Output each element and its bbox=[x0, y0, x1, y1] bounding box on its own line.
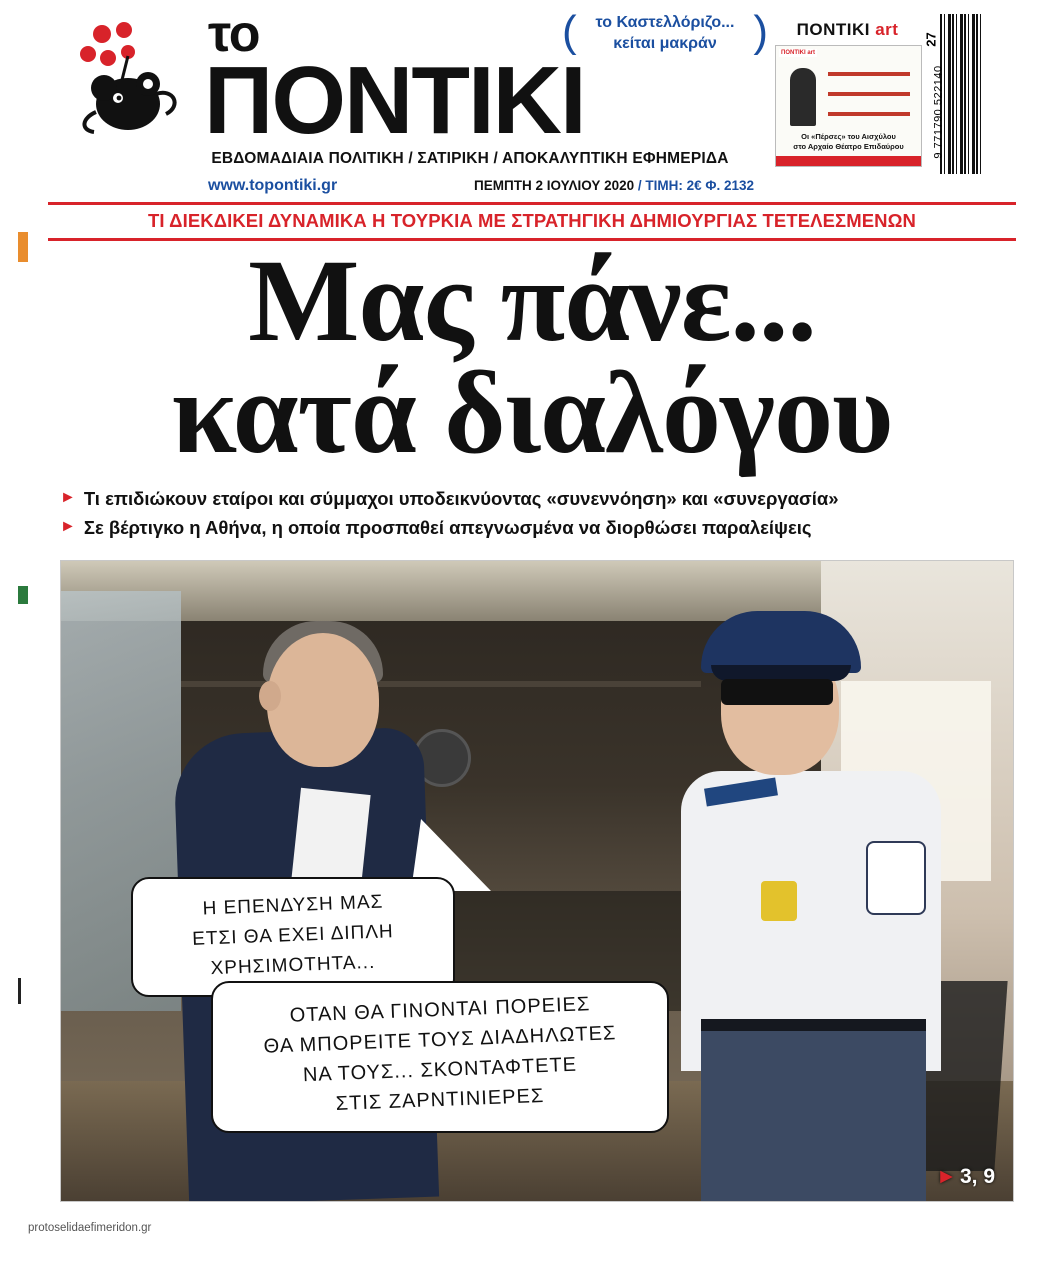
registration-mark-orange bbox=[18, 232, 28, 262]
police-emblem-icon bbox=[761, 881, 797, 921]
bubble2-line-3: ΝΑ ΤΟΥΣ... ΣΚΟΝΤΑΦΤΕΤΕ bbox=[302, 1053, 578, 1087]
bubble2-line-2: ΘΑ ΜΠΟΡΕΙΤΕ ΤΟΥΣ ΔΙΑΔΗΛΩΤΕΣ bbox=[263, 1022, 617, 1058]
bubble1-line-1: Η ΕΠΕΝΔΥΣΗ ΜΑΣ bbox=[202, 891, 384, 920]
police-badge-icon bbox=[866, 841, 926, 915]
list-item bbox=[60, 487, 1010, 510]
triangle-bullet-icon: ► bbox=[936, 1165, 957, 1188]
page-reference-text: 3, 9 bbox=[959, 1165, 995, 1188]
headline-line-2: κατά διαλόγου bbox=[171, 347, 893, 478]
art-caption-line-2: στο Αρχαίο Θέατρο Επιδαύρου bbox=[793, 142, 904, 151]
speech-bubble-2 bbox=[211, 981, 669, 1133]
registration-mark-green bbox=[18, 586, 28, 604]
photo-shelf bbox=[181, 681, 701, 687]
art-promo-bars bbox=[828, 66, 910, 128]
price-text: / ΤΙΜΗ: 2€ Φ. 2132 bbox=[637, 178, 754, 193]
bubble1-line-2: ΕΤΣΙ ΘΑ ΕΧΕΙ ΔΙΠΛΗ bbox=[191, 921, 395, 950]
triangle-bullet-icon: ► bbox=[60, 518, 76, 535]
art-promo-brand: ΠΟΝΤΙΚΙ bbox=[796, 20, 870, 39]
bubble1-line-3: ΧΡΗΣΙΜΟΤΗΤΑ... bbox=[210, 951, 376, 980]
date-text: ΠΕΜΠΤΗ 2 ΙΟΥΛΙΟΥ 2020 bbox=[474, 178, 635, 193]
issue-date bbox=[474, 178, 754, 193]
art-promo-figure bbox=[790, 68, 816, 126]
bullet-text: Τι επιδιώκουν εταίροι και σύμμαχοι υποδεικνύοντας «συνεννόηση» και «συνεργασία» bbox=[83, 488, 839, 509]
masthead-meta bbox=[180, 177, 760, 195]
website-link[interactable]: www.topontiki.gr bbox=[208, 177, 338, 194]
paren-left-icon: ( bbox=[562, 7, 577, 56]
barcode-area bbox=[923, 14, 994, 194]
title-small: το bbox=[208, 5, 260, 63]
barcode-icon bbox=[940, 14, 984, 174]
art-caption-line-1: Οι «Πέρσες» του Αισχύλου bbox=[801, 132, 896, 141]
art-promo-caption bbox=[776, 132, 921, 152]
police-officer-cap bbox=[701, 611, 861, 673]
sunglasses-icon bbox=[721, 679, 833, 705]
kastelorizo-teaser bbox=[560, 7, 770, 56]
paren-right-icon: ) bbox=[753, 7, 768, 56]
issue-number: 27 bbox=[923, 32, 939, 47]
page-reference[interactable] bbox=[936, 1165, 995, 1189]
art-promo-title bbox=[775, 20, 920, 40]
mayor-head bbox=[267, 633, 379, 767]
registration-mark-black bbox=[18, 978, 21, 1004]
list-item bbox=[60, 516, 1010, 539]
bubble2-line-1: ΟΤΑΝ ΘΑ ΓΙΝΟΝΤΑΙ ΠΟΡΕΙΕΣ bbox=[289, 993, 591, 1027]
source-credit: protoselidaefimeridon.gr bbox=[28, 1222, 152, 1234]
headline-line-1: Μας πάνε... bbox=[248, 235, 816, 366]
subhead-bullets bbox=[60, 487, 1010, 545]
cover-photo bbox=[60, 560, 1014, 1202]
bullet-text: Σε βέρτιγκο η Αθήνα, η οποία προσπαθεί απεγνωσμένα να διορθώσει παραλείψεις bbox=[83, 517, 812, 538]
teaser-line-2: κείται μακράν bbox=[613, 35, 717, 52]
speech-bubble-1 bbox=[131, 877, 455, 997]
kicker-banner: ΤΙ ΔΙΕΚΔΙΚΕΙ ΔΥΝΑΜΙΚΑ Η ΤΟΥΡΚΙΑ ΜΕ ΣΤΡΑΤΗΓΙΚΗ ΔΗΜΙΟΥΡΓΙΑΣ ΤΕΤΕΛΕΣΜΕΝΩΝ bbox=[48, 202, 1016, 241]
barcode-number: 9 771790 522140 bbox=[932, 65, 945, 159]
pontiki-art-promo[interactable] bbox=[775, 20, 920, 167]
art-promo-word: art bbox=[875, 20, 899, 39]
tagline: ΕΒΔΟΜΑΔΙΑΙΑ ΠΟΛΙΤΙΚΗ / ΣΑΤΙΡΙΚΗ / ΑΠΟΚΑΛΥΠΤΙΚΗ ΕΦΗΜΕΡΙΔΑ bbox=[211, 150, 729, 167]
main-headline bbox=[48, 235, 1016, 478]
teaser-line-1: το Καστελλόριζο... bbox=[595, 14, 735, 31]
art-promo-footer-bar bbox=[776, 156, 921, 166]
masthead bbox=[0, 0, 1064, 200]
bubble2-line-4: ΣΤΙΣ ΖΑΡΝΤΙΝΙΕΡΕΣ bbox=[335, 1085, 545, 1115]
art-promo-mini-header: ΠΟΝΤΙΚΙ art bbox=[781, 50, 816, 56]
art-promo-image bbox=[775, 45, 922, 167]
mayor-ear bbox=[259, 681, 281, 711]
title-main: ΠΟΝΤΙΚΙ bbox=[204, 47, 585, 154]
police-officer-trousers bbox=[701, 1031, 926, 1201]
mouse-logo-icon bbox=[78, 22, 188, 137]
triangle-bullet-icon: ► bbox=[60, 489, 76, 506]
